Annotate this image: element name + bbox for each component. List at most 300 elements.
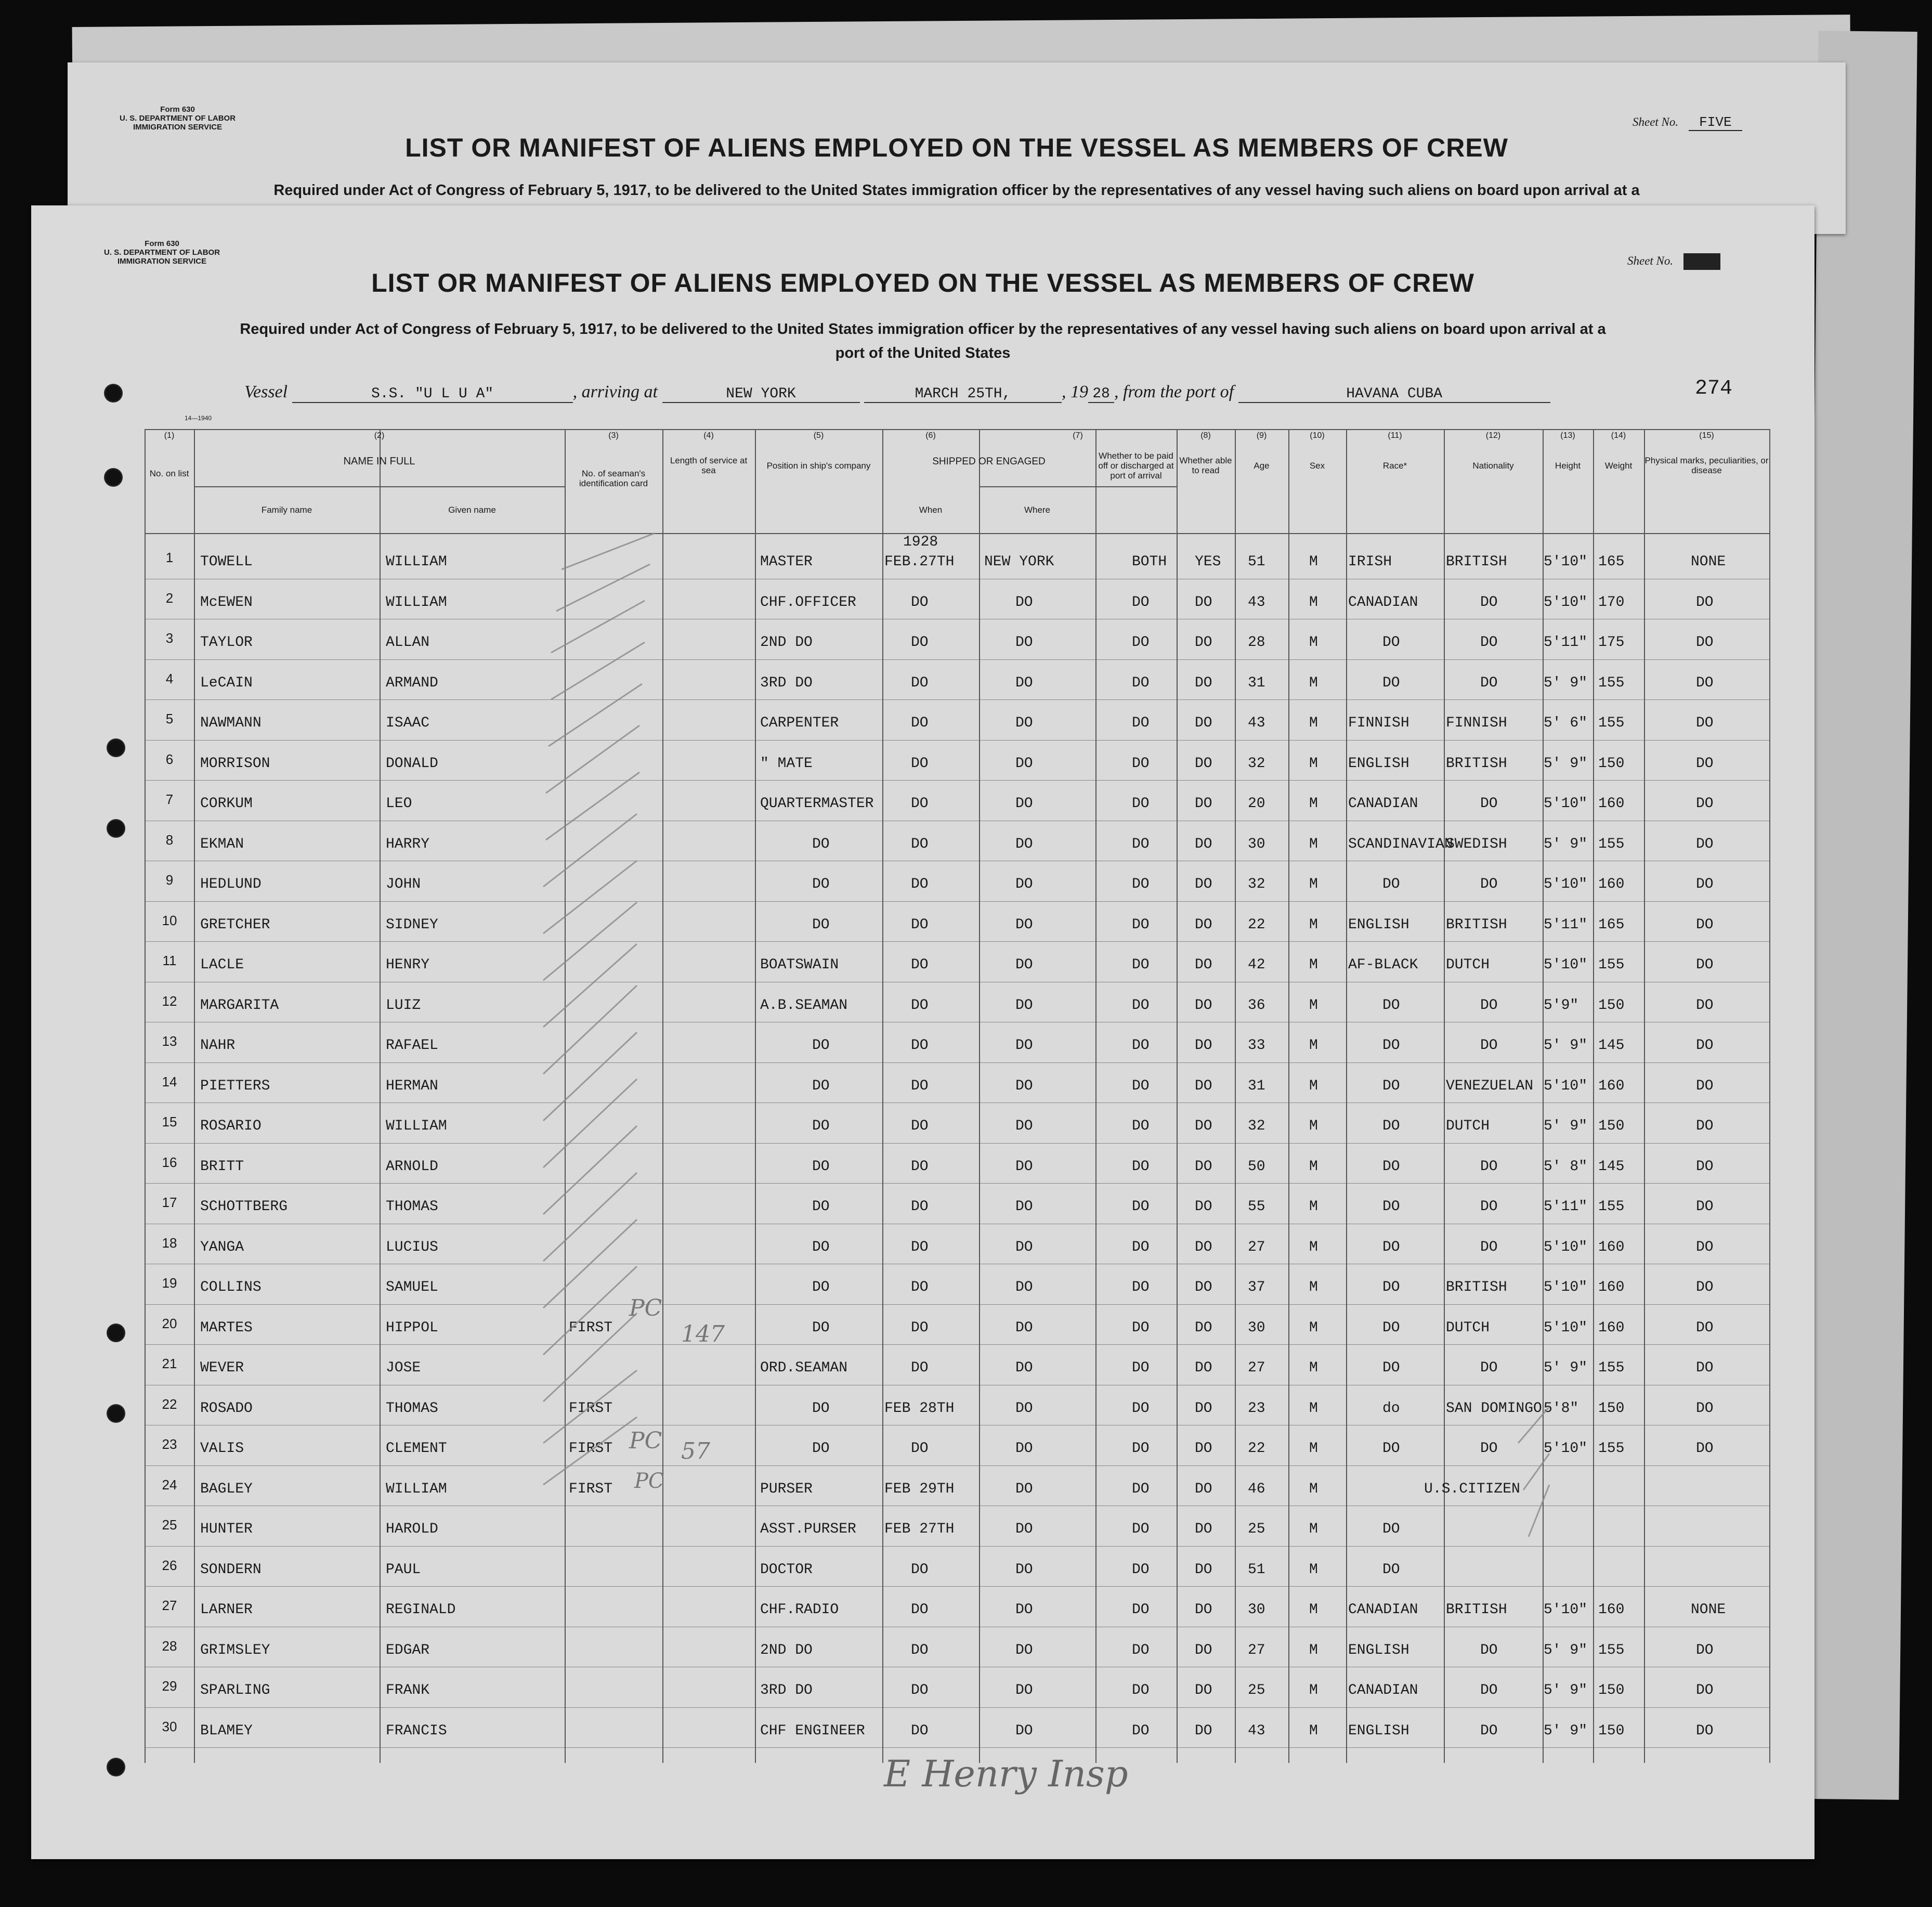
weight: 155 [1598, 1360, 1625, 1376]
paid-off: DO [1132, 916, 1150, 933]
given-name: REGINALD [386, 1602, 456, 1618]
given-name: ARMAND [386, 674, 438, 691]
paid-off: DO [1132, 1602, 1150, 1618]
given-name: JOSE [386, 1360, 421, 1376]
shipped-where: DO [1015, 674, 1033, 691]
paid-off: DO [1132, 1037, 1150, 1054]
height: 5'9" [1544, 997, 1579, 1014]
age: 32 [1248, 755, 1265, 772]
weight: 160 [1598, 796, 1625, 812]
shipped-when: FEB 27TH [884, 1521, 955, 1537]
nationality: DO [1480, 876, 1498, 892]
family-name: MORRISON [200, 755, 270, 772]
age: 32 [1248, 876, 1265, 892]
year-prefix: , 19 [1062, 382, 1088, 401]
able-to-read: DO [1195, 1602, 1212, 1618]
weight: 160 [1598, 1279, 1625, 1295]
shipped-where: DO [1015, 755, 1033, 772]
weight: 155 [1598, 957, 1625, 973]
able-to-read: DO [1195, 755, 1212, 772]
age: 22 [1248, 1441, 1265, 1457]
family-name: LARNER [200, 1602, 253, 1618]
binder-hole [107, 1324, 125, 1342]
sex: M [1309, 1319, 1318, 1336]
position: DO [812, 876, 830, 892]
position: DO [812, 836, 830, 852]
height: 5' 9" [1544, 1722, 1588, 1739]
shipped-where: DO [1015, 1037, 1033, 1054]
shipped-where: DO [1015, 1722, 1033, 1739]
shipped-where: DO [1015, 1561, 1033, 1578]
given-name: ALLAN [386, 634, 430, 651]
row-number: 21 [162, 1356, 177, 1371]
department: U. S. DEPARTMENT OF LABOR [120, 114, 236, 123]
age: 46 [1248, 1481, 1265, 1497]
age: 43 [1248, 594, 1265, 611]
weight: 145 [1598, 1158, 1625, 1175]
column-number: (12) [1485, 431, 1501, 440]
column-number: (9) [1256, 431, 1267, 440]
able-to-read: DO [1195, 1078, 1212, 1094]
able-to-read: DO [1195, 1561, 1212, 1578]
weight: 165 [1598, 916, 1625, 933]
row-number: 28 [162, 1638, 177, 1654]
shipped-when: DO [911, 1682, 929, 1698]
family-name: EKMAN [200, 836, 244, 852]
race: ENGLISH [1348, 916, 1409, 933]
row-number: 2 [165, 590, 174, 606]
able-to-read: DO [1195, 1441, 1212, 1457]
able-to-read: DO [1195, 1319, 1212, 1336]
page-number: 274 [1695, 377, 1733, 400]
physical-marks: DO [1696, 836, 1714, 852]
weight: 175 [1598, 634, 1625, 651]
given-name: WILLIAM [386, 554, 447, 570]
sex: M [1309, 1078, 1318, 1094]
sex: M [1309, 1481, 1318, 1497]
physical-marks: DO [1696, 1199, 1714, 1215]
column-number: (4) [703, 431, 714, 440]
sex: M [1309, 1199, 1318, 1215]
shipped-when: DO [911, 1158, 929, 1175]
age: 43 [1248, 715, 1265, 731]
age: 27 [1248, 1642, 1265, 1658]
sex: M [1309, 1158, 1318, 1175]
sheet-subtitle: Required under Act of Congress of February 5, 1917, to be delivered to the United States immigration officer by the representatives of any vessel having such aliens on board upon arrival at a [273, 182, 1640, 199]
pencil-note-pc: PC [634, 1469, 664, 1493]
position: 3RD DO [760, 674, 813, 691]
height: 5'10" [1544, 1441, 1588, 1457]
arrival-date: MARCH 25TH, [864, 386, 1062, 403]
row-number: 22 [162, 1396, 177, 1412]
weight: 150 [1598, 997, 1625, 1014]
physical-marks: DO [1696, 1279, 1714, 1295]
paid-off: DO [1132, 1400, 1150, 1417]
race: DO [1382, 1158, 1400, 1175]
sheet-label: Sheet No. [1627, 254, 1674, 267]
height: 5'10" [1544, 957, 1588, 973]
given-name: SIDNEY [386, 916, 438, 933]
paid-off: DO [1132, 1682, 1150, 1698]
shipped-where: DO [1015, 1078, 1033, 1094]
row-number: 5 [165, 711, 174, 727]
given-name: WILLIAM [386, 1481, 447, 1497]
physical-marks: DO [1696, 755, 1714, 772]
nationality: BRITISH [1446, 916, 1507, 933]
paid-off: DO [1132, 997, 1150, 1014]
given-name: JOHN [386, 876, 421, 892]
header-name-in-full: NAME IN FULL [343, 456, 415, 467]
able-to-read: DO [1195, 997, 1212, 1014]
family-name: TAYLOR [200, 634, 253, 651]
arrival-year: 28 [1088, 386, 1114, 403]
header-age: Age [1254, 460, 1270, 471]
sex: M [1309, 997, 1318, 1014]
department: U. S. DEPARTMENT OF LABOR [104, 248, 220, 257]
nationality: DUTCH [1446, 957, 1490, 973]
physical-marks: DO [1696, 1037, 1714, 1054]
form-number: Form 630 [160, 105, 195, 114]
height: 5'10" [1544, 876, 1588, 892]
age: 28 [1248, 634, 1265, 651]
shipped-when: DO [911, 634, 929, 651]
shipped-when: DO [911, 1360, 929, 1376]
row-number: 10 [162, 912, 177, 928]
position: PURSER [760, 1481, 813, 1497]
header-paid-off: Whether to be paid off or discharged at port of arrival [1098, 450, 1174, 481]
age: 30 [1248, 1319, 1265, 1336]
age: 33 [1248, 1037, 1265, 1054]
column-number: (8) [1200, 431, 1211, 440]
shipped-when: DO [911, 1722, 929, 1739]
able-to-read: DO [1195, 836, 1212, 852]
shipped-when: FEB.27TH [884, 554, 955, 570]
position: BOATSWAIN [760, 957, 839, 973]
pencil-note-pc: PC [629, 1295, 662, 1321]
race: DO [1382, 1561, 1400, 1578]
weight: 160 [1598, 876, 1625, 892]
shipped-when: DO [911, 674, 929, 691]
age: 23 [1248, 1400, 1265, 1417]
shipped-when: DO [911, 1602, 929, 1618]
shipped-when: DO [911, 1279, 929, 1295]
able-to-read: DO [1195, 916, 1212, 933]
binder-hole [107, 1758, 125, 1776]
position: DO [812, 1400, 830, 1417]
column-number: (6) [925, 431, 936, 440]
position: DO [812, 916, 830, 933]
weight: 150 [1598, 1722, 1625, 1739]
shipped-where: DO [1015, 1319, 1033, 1336]
paid-off: DO [1132, 674, 1150, 691]
weight: 155 [1598, 715, 1625, 731]
race: DO [1382, 1239, 1400, 1255]
age: 25 [1248, 1682, 1265, 1698]
sex: M [1309, 1037, 1318, 1054]
family-name: TOWELL [200, 554, 253, 570]
race: DO [1382, 1360, 1400, 1376]
able-to-read: DO [1195, 594, 1212, 611]
weight: 160 [1598, 1078, 1625, 1094]
nationality: DO [1480, 1239, 1498, 1255]
shipped-where: DO [1015, 876, 1033, 892]
family-name: YANGA [200, 1239, 244, 1255]
column-number: (14) [1611, 431, 1626, 440]
family-name: NAHR [200, 1037, 236, 1054]
family-name: COLLINS [200, 1279, 262, 1295]
row-number: 25 [162, 1517, 177, 1533]
shipped-when: DO [911, 594, 929, 611]
pencil-note-57: 57 [681, 1438, 710, 1464]
sheet-label: Sheet No. [1633, 115, 1679, 128]
age: 43 [1248, 1722, 1265, 1739]
family-name: ROSARIO [200, 1118, 262, 1134]
race: DO [1382, 1037, 1400, 1054]
position: CHF.RADIO [760, 1602, 839, 1618]
given-name: EDGAR [386, 1642, 430, 1658]
row-number: 9 [165, 872, 174, 888]
weight: 155 [1598, 836, 1625, 852]
id-card: FIRST [569, 1481, 613, 1497]
given-name: ISAAC [386, 715, 430, 731]
nationality: DO [1480, 1642, 1498, 1658]
weight: 155 [1598, 1642, 1625, 1658]
physical-marks: DO [1696, 1239, 1714, 1255]
position: ASST.PURSER [760, 1521, 856, 1537]
row-number: 26 [162, 1557, 177, 1573]
given-name: HIPPOL [386, 1319, 438, 1336]
able-to-read: DO [1195, 715, 1212, 731]
nationality: DO [1480, 1199, 1498, 1215]
nationality: DO [1480, 1441, 1498, 1457]
shipped-where: DO [1015, 1441, 1033, 1457]
shipped-where: DO [1015, 836, 1033, 852]
race: CANADIAN [1348, 1602, 1418, 1618]
physical-marks: DO [1696, 957, 1714, 973]
height: 5' 9" [1544, 1360, 1588, 1376]
able-to-read: YES [1195, 554, 1221, 570]
binder-hole [104, 384, 123, 403]
given-name: SAMUEL [386, 1279, 438, 1295]
column-number: (2) [374, 431, 385, 440]
row-number: 1 [165, 550, 174, 565]
sex: M [1309, 1239, 1318, 1255]
header-no: No. on list [149, 468, 189, 478]
binder-hole [104, 468, 123, 487]
weight: 150 [1598, 1400, 1625, 1417]
pencil-note-pc: PC [629, 1428, 662, 1454]
paid-off: DO [1132, 957, 1150, 973]
arriving-label: , arriving at [572, 382, 658, 401]
position: DO [812, 1319, 830, 1336]
row-number: 15 [162, 1114, 177, 1130]
age: 27 [1248, 1360, 1265, 1376]
given-name: DONALD [386, 755, 438, 772]
binder-hole [107, 738, 125, 757]
position: DO [812, 1199, 830, 1215]
family-name: HUNTER [200, 1521, 253, 1537]
row-number: 3 [165, 630, 174, 646]
height: 5'11" [1544, 1199, 1588, 1215]
able-to-read: DO [1195, 1199, 1212, 1215]
subtitle-line2: port of the United States [835, 345, 1011, 361]
row-number: 6 [165, 751, 174, 767]
able-to-read: DO [1195, 876, 1212, 892]
paid-off: DO [1132, 796, 1150, 812]
row-number: 19 [162, 1275, 177, 1291]
family-name: LACLE [200, 957, 244, 973]
height: 5'10" [1544, 554, 1588, 570]
physical-marks: DO [1696, 594, 1714, 611]
column-number: (3) [608, 431, 619, 440]
sex: M [1309, 796, 1318, 812]
race: CANADIAN [1348, 796, 1418, 812]
family-name: BLAMEY [200, 1722, 253, 1739]
position: DOCTOR [760, 1561, 813, 1578]
given-name: LEO [386, 796, 412, 812]
given-name: FRANK [386, 1682, 430, 1698]
given-name: RAFAEL [386, 1037, 438, 1054]
paid-off: DO [1132, 1521, 1150, 1537]
sex: M [1309, 1279, 1318, 1295]
race: DO [1382, 1199, 1400, 1215]
header-able-to-read: Whether able to read [1179, 456, 1232, 475]
given-name: THOMAS [386, 1199, 438, 1215]
nationality: DO [1480, 594, 1498, 611]
given-name: CLEMENT [386, 1441, 447, 1457]
family-name: LeCAIN [200, 674, 253, 691]
binder-hole [107, 819, 125, 838]
given-name: LUIZ [386, 997, 421, 1014]
shipped-where: DO [1015, 1158, 1033, 1175]
shipped-where: DO [1015, 634, 1033, 651]
physical-marks: DO [1696, 1642, 1714, 1658]
shipped-when: DO [911, 1199, 929, 1215]
column-number: (13) [1560, 431, 1575, 440]
shipped-when: DO [911, 1441, 929, 1457]
able-to-read: DO [1195, 1642, 1212, 1658]
weight: 150 [1598, 1118, 1625, 1134]
nationality: DO [1480, 634, 1498, 651]
race: FINNISH [1348, 715, 1409, 731]
position: DO [812, 1118, 830, 1134]
family-name: HEDLUND [200, 876, 262, 892]
position: DO [812, 1037, 830, 1054]
nationality: DO [1480, 1037, 1498, 1054]
height: 5'10" [1544, 1319, 1588, 1336]
paid-off: DO [1132, 1360, 1150, 1376]
weight: 155 [1598, 1441, 1625, 1457]
shipped-where: DO [1015, 1199, 1033, 1215]
row-number: 14 [162, 1073, 177, 1089]
stamp-code: 14—1940 [185, 414, 212, 422]
race: AF-BLACK [1348, 957, 1418, 973]
column-number: (7) [1073, 431, 1083, 440]
able-to-read: DO [1195, 1279, 1212, 1295]
age: 55 [1248, 1199, 1265, 1215]
position: DO [812, 1239, 830, 1255]
shipped-when: FEB 28TH [884, 1400, 955, 1417]
inspector-signature: E Henry Insp [884, 1753, 1128, 1795]
shipped-when: DO [911, 997, 929, 1014]
sex: M [1309, 1360, 1318, 1376]
position: CHF ENGINEER [760, 1722, 865, 1739]
height: 5'10" [1544, 1239, 1588, 1255]
shipped-when: DO [911, 1239, 929, 1255]
position: DO [812, 1279, 830, 1295]
physical-marks: DO [1696, 1682, 1714, 1698]
age: 27 [1248, 1239, 1265, 1255]
height: 5' 8" [1544, 1158, 1588, 1175]
shipped-where: DO [1015, 916, 1033, 933]
paid-off: DO [1132, 1722, 1150, 1739]
id-card: FIRST [569, 1441, 613, 1457]
header-id-card: No. of seaman's identification card [579, 469, 648, 488]
header-physical-marks: Physical marks, peculiarities, or disease [1644, 456, 1769, 475]
sex: M [1309, 1400, 1318, 1417]
nationality: DO [1480, 796, 1498, 812]
header-given-name: Given name [448, 504, 496, 515]
position: A.B.SEAMAN [760, 997, 848, 1014]
height: 5' 9" [1544, 836, 1588, 852]
able-to-read: DO [1195, 674, 1212, 691]
physical-marks: DO [1696, 1319, 1714, 1336]
shipped-where: DO [1015, 1481, 1033, 1497]
paid-off: BOTH [1132, 554, 1167, 570]
header-length-of-service: Length of service at sea [670, 456, 748, 475]
physical-marks: DO [1696, 634, 1714, 651]
subtitle: Required under Act of Congress of February 5, 1917, to be delivered to the United States immigration officer by the representatives of any vessel having such aliens on board upon arrival at a [240, 321, 1606, 338]
shipped-where: DO [1015, 796, 1033, 812]
race: DO [1382, 1521, 1400, 1537]
header-shipped-or-engaged: SHIPPED OR ENGAGED [932, 456, 1046, 467]
family-name: NAWMANN [200, 715, 262, 731]
nationality: DO [1480, 1682, 1498, 1698]
row-number: 4 [165, 670, 174, 686]
height: 5'10" [1544, 1279, 1588, 1295]
sex: M [1309, 957, 1318, 973]
race: CANADIAN [1348, 594, 1418, 611]
height: 5' 9" [1544, 1118, 1588, 1134]
height: 5'8" [1544, 1400, 1579, 1417]
race: IRISH [1348, 554, 1392, 570]
paid-off: DO [1132, 1441, 1150, 1457]
height: 5'10" [1544, 796, 1588, 812]
able-to-read: DO [1195, 1682, 1212, 1698]
paid-off: DO [1132, 876, 1150, 892]
sheet-number [1633, 114, 1742, 130]
paid-off: DO [1132, 1199, 1150, 1215]
shipped-where: DO [1015, 715, 1033, 731]
age: 31 [1248, 1078, 1265, 1094]
race: DO [1382, 1441, 1400, 1457]
form-stamp [120, 105, 236, 132]
family-name: BAGLEY [200, 1481, 253, 1497]
shipped-when: DO [911, 755, 929, 772]
arrival-port: NEW YORK [662, 386, 860, 403]
sex: M [1309, 755, 1318, 772]
height: 5' 9" [1544, 755, 1588, 772]
sex: M [1309, 1521, 1318, 1537]
shipped-where: DO [1015, 1239, 1033, 1255]
age: 42 [1248, 957, 1265, 973]
shipped-when: DO [911, 1642, 929, 1658]
weight: 170 [1598, 594, 1625, 611]
sex: M [1309, 674, 1318, 691]
position: CHF.OFFICER [760, 594, 856, 611]
column-number: (5) [813, 431, 824, 440]
shipped-where: DO [1015, 1400, 1033, 1417]
